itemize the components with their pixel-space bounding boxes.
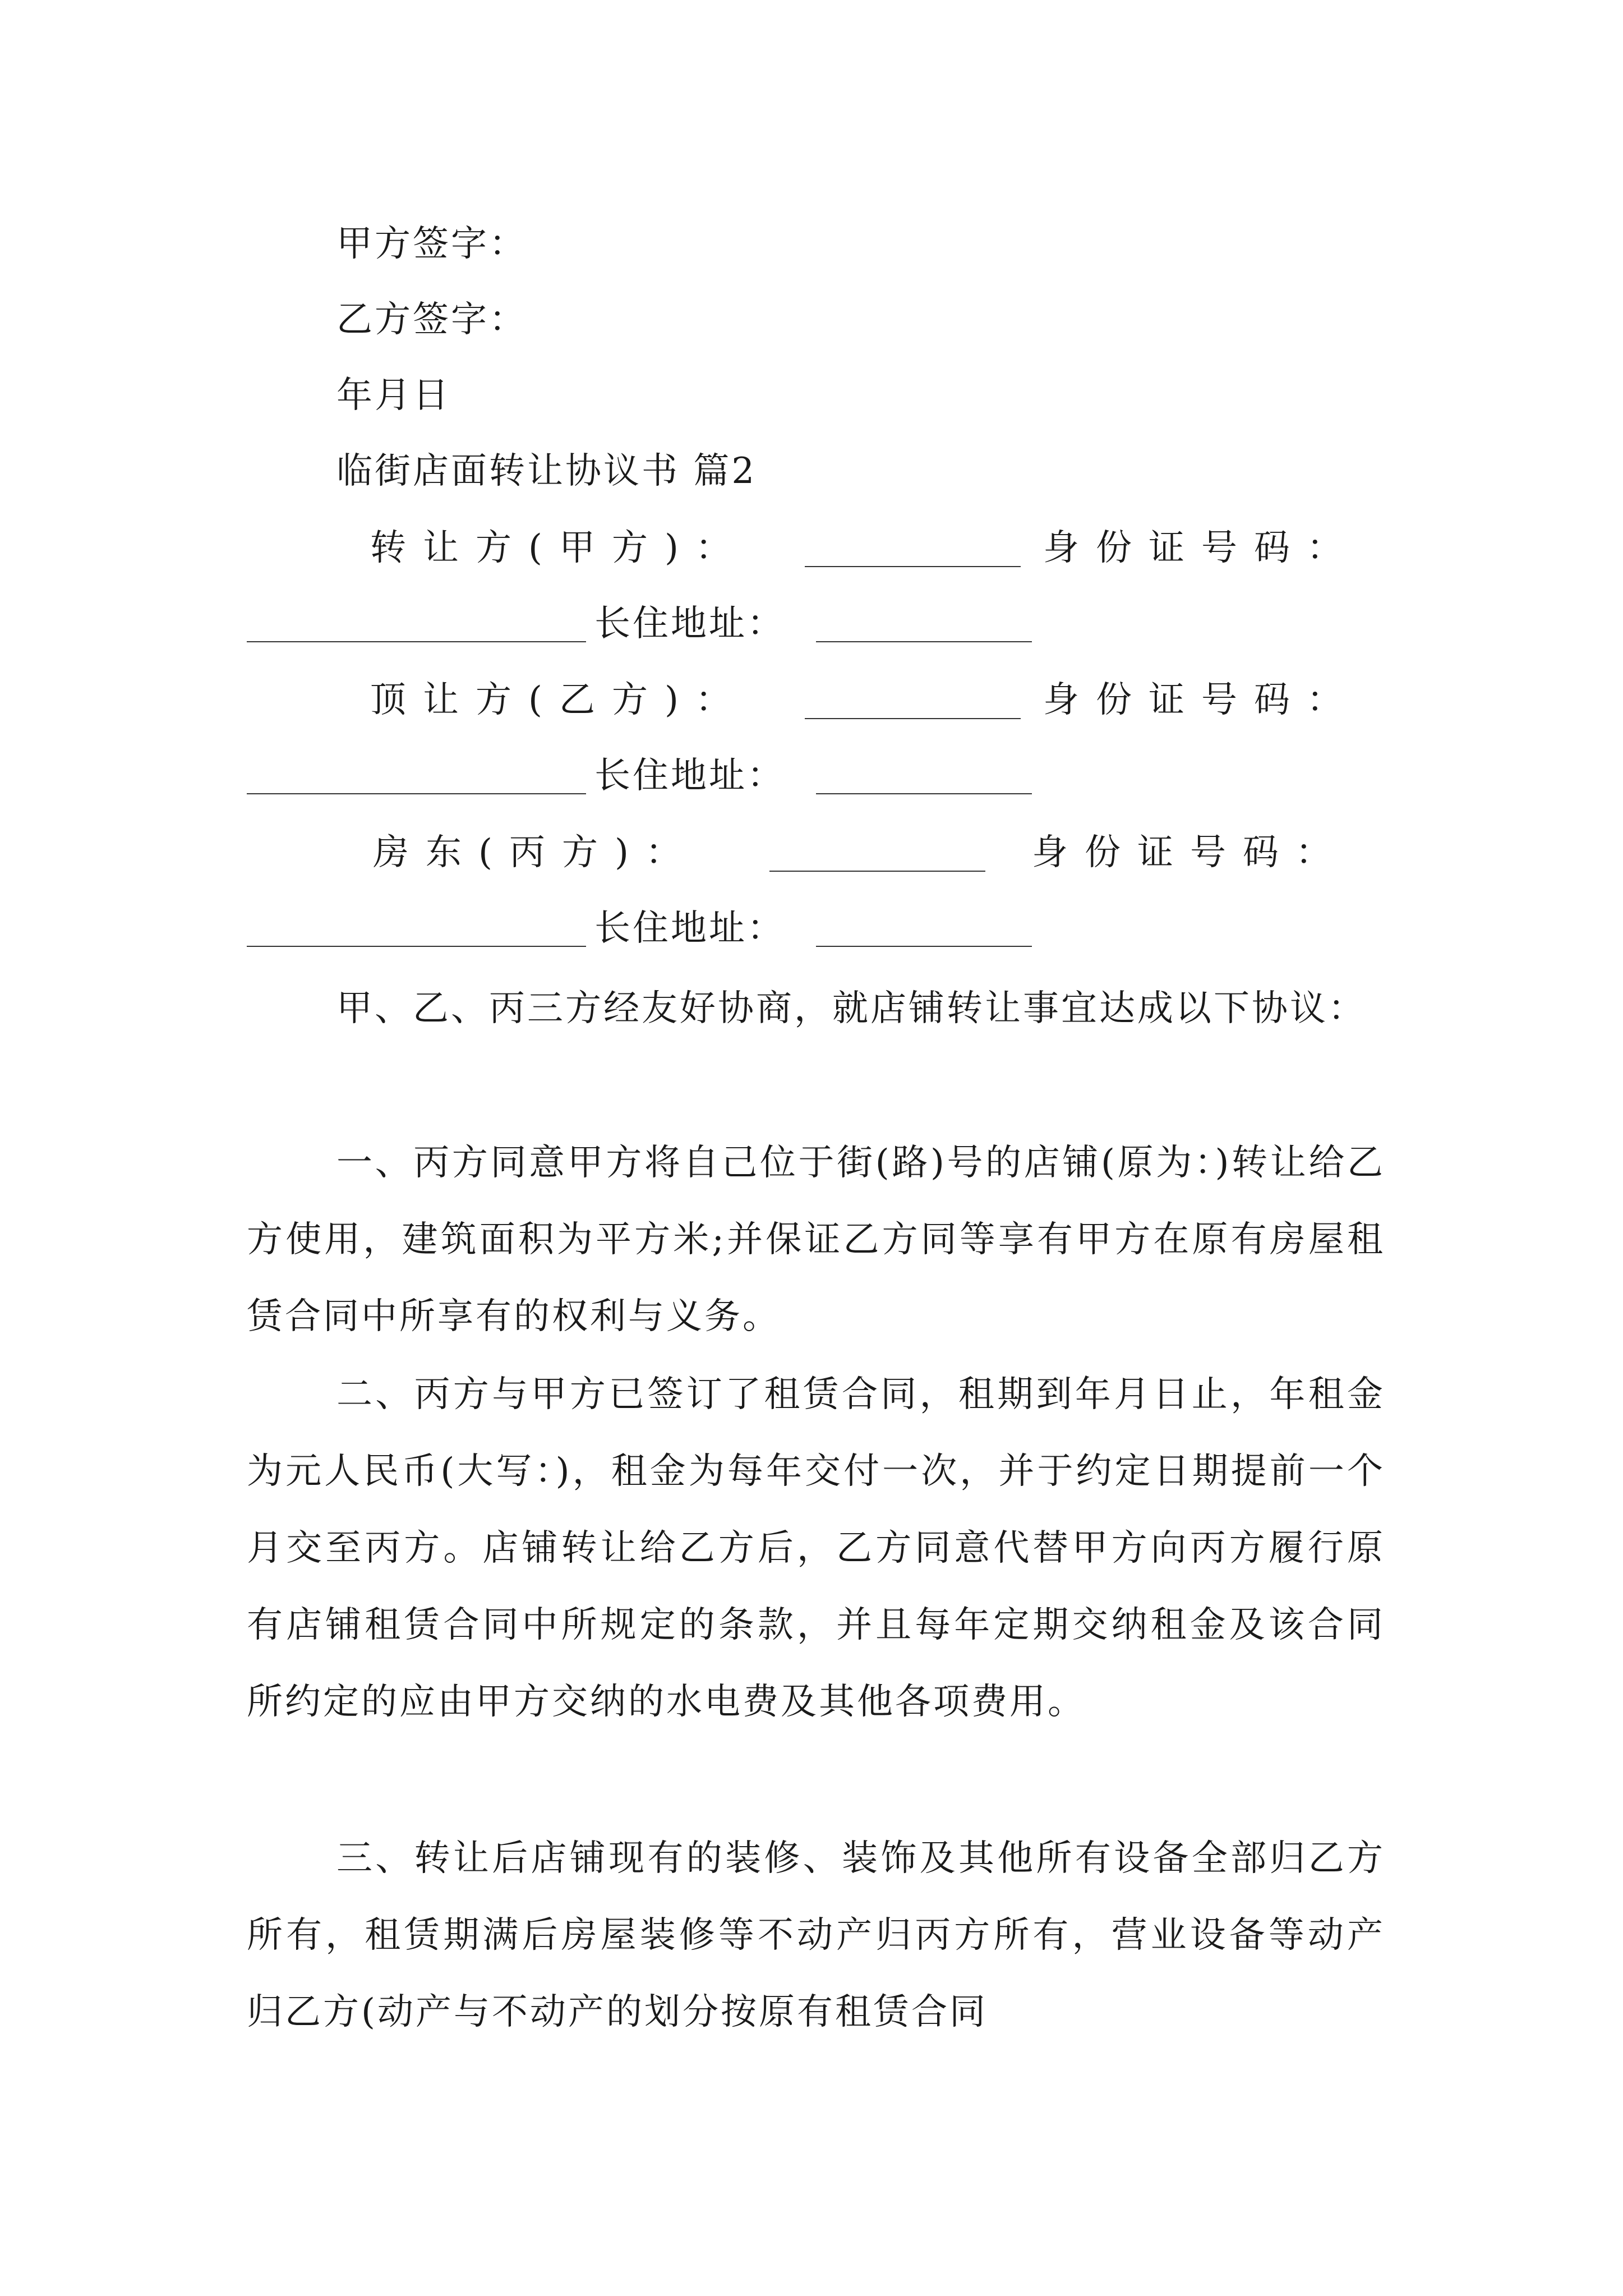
landlord-name-blank <box>769 871 985 872</box>
transferor-label: 转让方(甲方)： <box>370 527 748 569</box>
transferor-id-blank <box>247 641 586 642</box>
transferee-name-blank <box>805 718 1021 719</box>
clause-2-paragraph: 二、丙方与甲方已签订了租赁合同，租期到年月日止，年租金为元人民币(大写：)，租金为每年交付一次，并于约定日期提前一个月交至丙方。店铺转让给乙方后，乙方同意代替甲方向丙方履行原有店铺租赁合同中所规定的条款，并且每年定期交纳租金及该合同所约定的应由甲方交纳的水电费及其他各项费用。 <box>247 1374 1385 1723</box>
landlord-id-blank <box>247 946 586 947</box>
party-a-signature-label: 甲方签字： <box>336 223 527 265</box>
transferee-address-label: 长住地址： <box>594 755 785 797</box>
transferee-id-blank <box>247 793 586 794</box>
clause-3-paragraph: 三、转让后店铺现有的装修、装饰及其他所有设备全部归乙方所有，租赁期满后房屋装修等不动产归丙方所有，营业设备等动产归乙方(动产与不动产的划分按原有租赁合同 <box>247 1838 1385 2033</box>
party-b-signature-label: 乙方签字： <box>336 299 527 341</box>
landlord-id-label: 身份证号码： <box>1032 832 1348 873</box>
agreement-intro-paragraph: 甲、乙、丙三方经友好协商，就店铺转让事宜达成以下协议： <box>336 988 1366 1029</box>
transferor-id-label: 身份证号码： <box>1043 527 1359 569</box>
landlord-address-label: 长住地址： <box>594 908 785 949</box>
transferor-address-blank <box>816 641 1032 642</box>
transferee-label: 顶让方(乙方)： <box>370 679 748 721</box>
section-title: 临街店面转让协议书 篇2 <box>336 450 757 492</box>
landlord-label: 房东(丙方)： <box>373 832 698 873</box>
transferor-address-label: 长住地址： <box>594 603 785 645</box>
transferee-address-blank <box>816 793 1032 794</box>
transferee-id-label: 身份证号码： <box>1043 679 1359 721</box>
clause-1-paragraph: 一、丙方同意甲方将自己位于街(路)号的店铺(原为：)转让给乙方使用，建筑面积为平方米;并保证乙方同等享有甲方在原有房屋租赁合同中所享有的权利与义务。 <box>247 1142 1385 1337</box>
landlord-address-blank <box>816 946 1032 947</box>
signature-date-label: 年月日 <box>336 375 451 416</box>
transferor-name-blank <box>805 566 1021 567</box>
